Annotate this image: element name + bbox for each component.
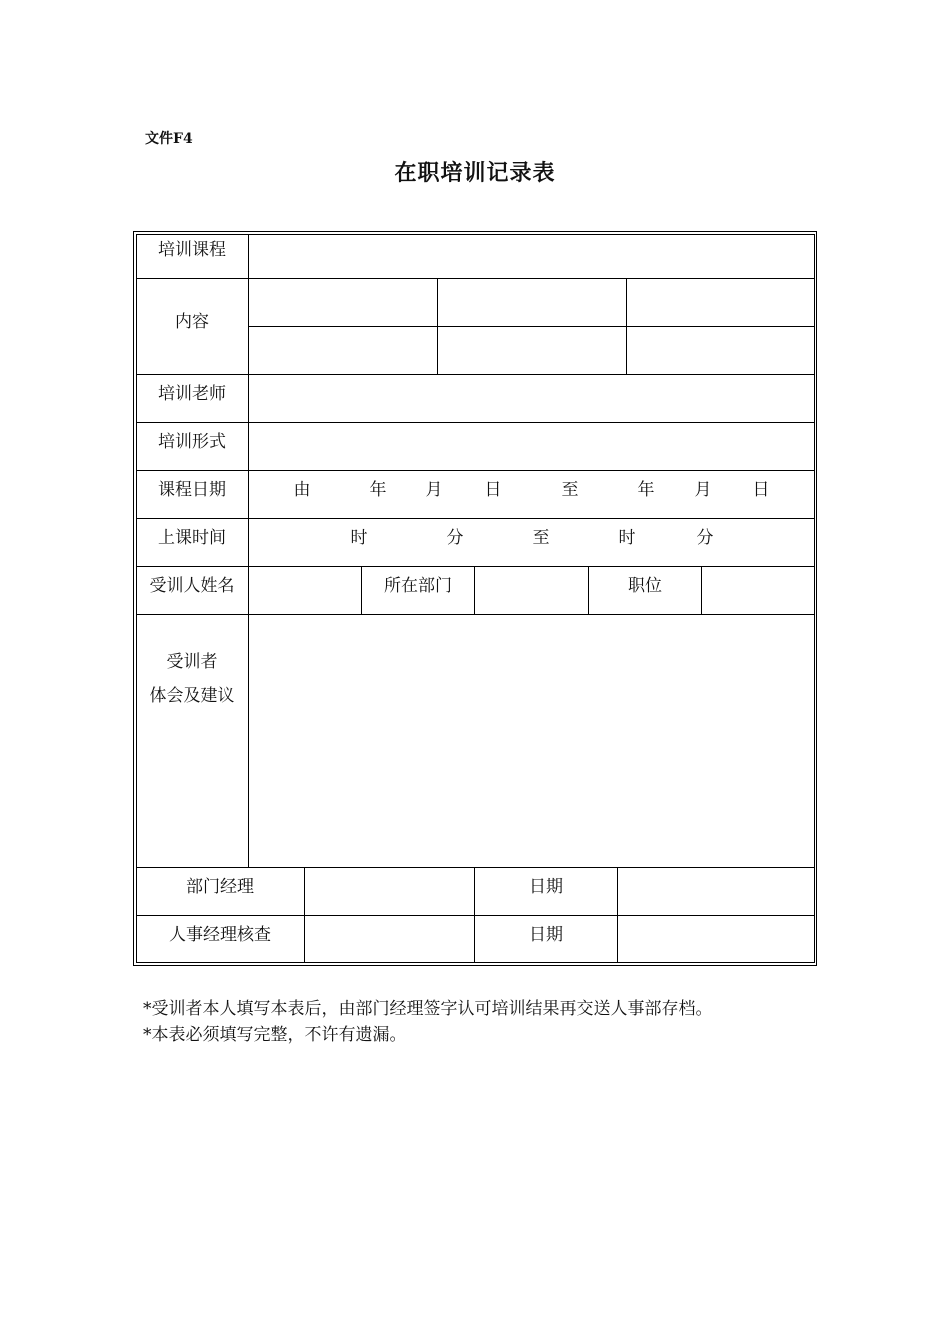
hr-manager-label: 人事经理核查 — [169, 925, 271, 945]
content-input[interactable] — [249, 279, 437, 326]
col-divider — [136, 234, 137, 963]
time-hour: 时 — [618, 528, 636, 548]
teacher-label: 培训老师 — [158, 384, 226, 404]
feedback-input[interactable] — [249, 615, 814, 867]
content-input[interactable] — [627, 327, 814, 374]
date-from: 由 — [293, 480, 311, 500]
content-label: 内容 — [175, 312, 209, 332]
feedback-label-line1: 受训者 — [166, 652, 218, 672]
footnote: *本表必须填写完整，不许有遗漏。 — [143, 1025, 407, 1045]
hr-manager-date-input[interactable] — [618, 916, 814, 962]
date-month: 月 — [425, 480, 443, 500]
date-year: 年 — [637, 480, 655, 500]
date-to: 至 — [561, 480, 579, 500]
content-input[interactable] — [438, 327, 626, 374]
format-label: 培训形式 — [158, 432, 226, 452]
content-input[interactable] — [627, 279, 814, 326]
time-to: 至 — [532, 528, 550, 548]
date-label: 课程日期 — [158, 480, 226, 500]
course-input[interactable] — [249, 235, 814, 278]
time-minute: 分 — [696, 528, 714, 548]
position-label: 职位 — [628, 576, 662, 596]
date-month: 月 — [694, 480, 712, 500]
dept-manager-signature-input[interactable] — [305, 868, 474, 915]
position-input[interactable] — [702, 567, 814, 614]
date-day: 日 — [752, 480, 770, 500]
row-divider — [136, 962, 815, 963]
time-minute: 分 — [446, 528, 464, 548]
department-label: 所在部门 — [384, 576, 452, 596]
row-divider — [136, 518, 815, 519]
format-input[interactable] — [249, 423, 814, 470]
col-divider — [474, 867, 475, 963]
hr-manager-signature-input[interactable] — [305, 916, 474, 962]
hr-manager-date-label: 日期 — [529, 925, 563, 945]
time-hour: 时 — [350, 528, 368, 548]
teacher-input[interactable] — [249, 375, 814, 422]
dept-manager-label: 部门经理 — [186, 877, 254, 897]
time-label: 上课时间 — [158, 528, 226, 548]
course-label: 培训课程 — [158, 240, 226, 260]
department-input[interactable] — [475, 567, 588, 614]
dept-manager-date-input[interactable] — [618, 868, 814, 915]
trainee-name-label: 受训人姓名 — [149, 576, 235, 596]
col-divider — [361, 566, 362, 614]
col-divider — [588, 566, 589, 614]
footnote: *受训者本人填写本表后，由部门经理签字认可培训结果再交送人事部存档。 — [143, 999, 713, 1019]
col-divider — [814, 234, 815, 963]
page-title: 在职培训记录表 — [394, 160, 556, 186]
dept-manager-date-label: 日期 — [529, 877, 563, 897]
date-year: 年 — [369, 480, 387, 500]
row-divider — [136, 470, 815, 471]
feedback-label-line2: 体会及建议 — [149, 686, 235, 706]
content-input[interactable] — [438, 279, 626, 326]
content-input[interactable] — [249, 327, 437, 374]
trainee-name-input[interactable] — [249, 567, 361, 614]
file-code: 文件F4 — [145, 131, 193, 147]
date-day: 日 — [484, 480, 502, 500]
